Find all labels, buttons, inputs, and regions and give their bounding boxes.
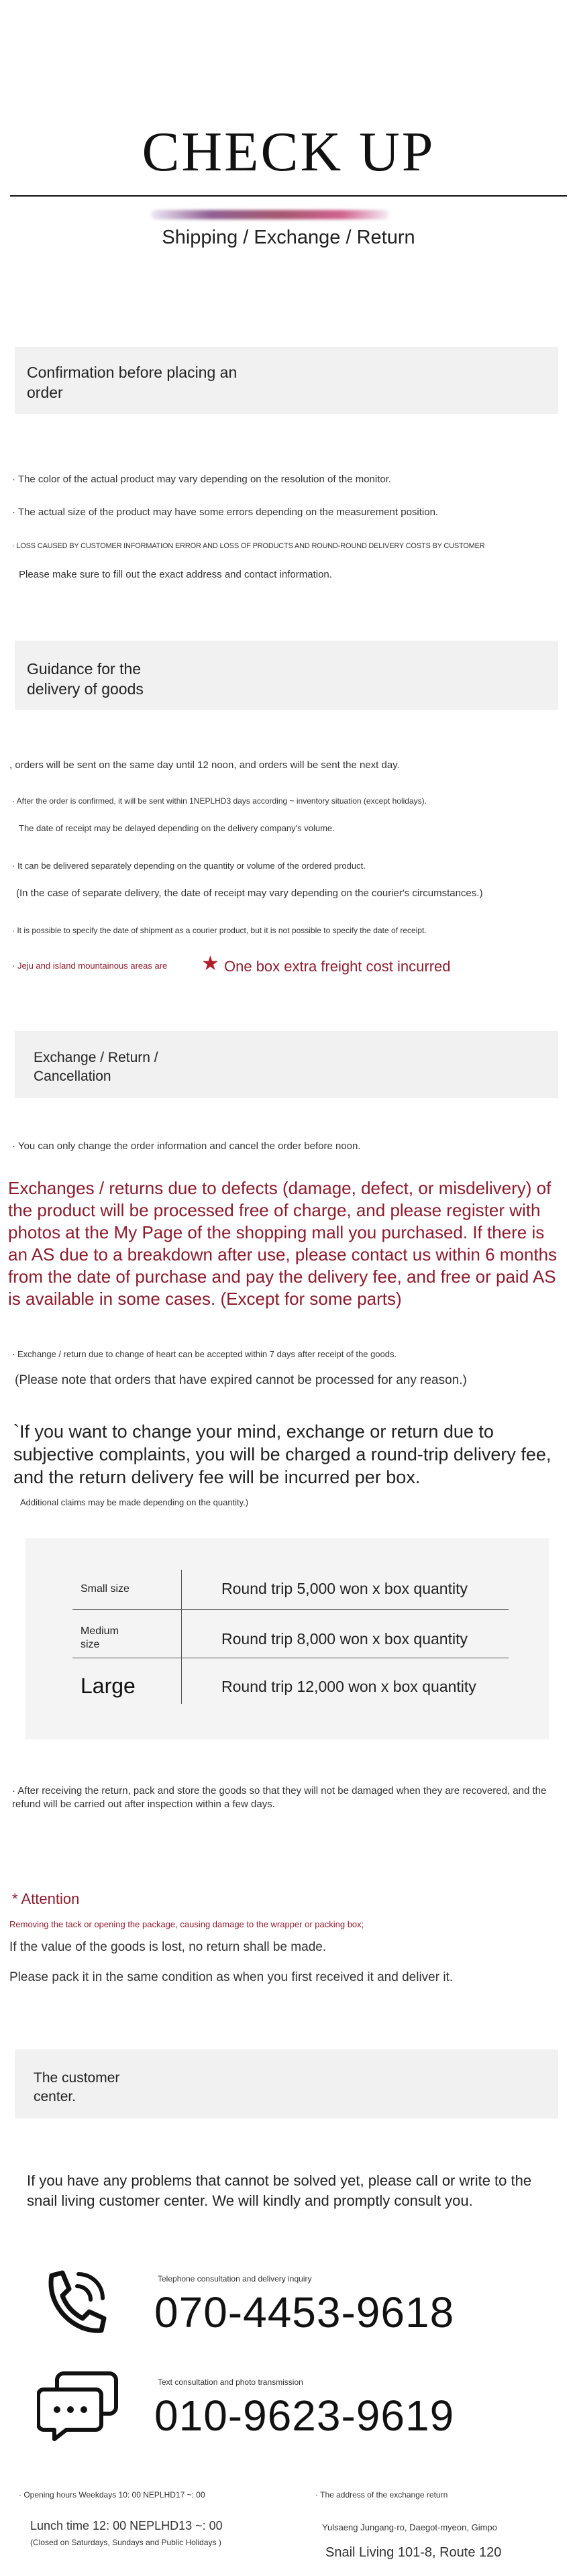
section-customer-center-label: The customer center. bbox=[34, 2070, 120, 2104]
address-line-2: Snail Living 101-8, Route 120 bbox=[325, 2545, 502, 2560]
delivery-item-2: · After the order is confirmed, it will be sent within 1NEPLHD3 days according ~ inventory situation (except holidays). bbox=[12, 796, 427, 806]
section-confirmation-label: Confirmation before placing an order bbox=[27, 364, 238, 401]
confirmation-item-1: · The color of the actual product may vary depending on the resolution of the monitor. bbox=[12, 474, 392, 485]
attention-item-2: If the value of the goods is lost, no return shall be made. bbox=[9, 1940, 327, 1954]
page-subtitle: Shipping / Exchange / Return bbox=[162, 227, 415, 248]
delivery-item-4: · It can be delivered separately depending on the quantity or volume of the ordered product. bbox=[12, 861, 366, 871]
delivery-item-1: , orders will be sent on the same day until 12 noon, and orders will be sent the next day. bbox=[9, 759, 400, 771]
exchange-item-1: · You can only change the order information and cancel the order before noon. bbox=[12, 1140, 361, 1152]
confirmation-item-4: Please make sure to fill out the exact address and contact information. bbox=[19, 569, 332, 580]
star-icon: ★ bbox=[201, 953, 219, 975]
exchange-change-mind-paragraph: `If you want to change your mind, exchange or return due to subjective complaints, you will be charged a round-trip delivery fee, and the return delivery fee will be incurred per box. bbox=[13, 1421, 552, 1487]
opening-hours: · Opening hours Weekdays 10: 00 NEPLHD17 ~: 00 bbox=[19, 2490, 205, 2500]
fee-size-large: Large bbox=[81, 1674, 136, 1698]
fee-value-small: Round trip 5,000 won x box quantity bbox=[221, 1580, 468, 1597]
confirmation-item-2: · The actual size of the product may have some errors depending on the measurement position. bbox=[12, 506, 439, 518]
delivery-extra-freight: One box extra freight cost incurred bbox=[224, 958, 451, 975]
section-delivery-label: Guidance for the delivery of goods bbox=[27, 660, 144, 698]
fee-value-large: Round trip 12,000 won x box quantity bbox=[221, 1678, 476, 1695]
title-divider bbox=[10, 195, 567, 197]
exchange-item-2: · Exchange / return due to change of heart can be accepted within 7 days after receipt of the goods. bbox=[12, 1349, 397, 1359]
exchange-item-4: Additional claims may be made depending on the quantity.) bbox=[20, 1497, 249, 1507]
delivery-item-5: (In the case of separate delivery, the date of receipt may vary depending on the courier's circumstances.) bbox=[16, 888, 483, 899]
address-line-1: Yulsaeng Jungang-ro, Daegot-myeon, Gimpo bbox=[322, 2522, 497, 2532]
fee-table-divider-1 bbox=[72, 1609, 509, 1610]
fee-size-small: Small size bbox=[81, 1583, 129, 1595]
fee-value-medium: Round trip 8,000 won x box quantity bbox=[221, 1630, 468, 1648]
text-consultation-caption: Text consultation and photo transmission bbox=[158, 2377, 303, 2387]
exchange-defect-paragraph: Exchanges / returns due to defects (damage, defect, or misdelivery) of the product will be processed free of charge, and please register with photos at the My Page of the shopping mall you purchased. If there is an AS due to a breakdown after use, please contact us within 6 months from the date of purchase and pay the delivery fee, and free or paid AS is available in some cases. (Except for some parts) bbox=[8, 1178, 558, 1309]
address-label: · The address of the exchange return bbox=[315, 2490, 448, 2500]
delivery-item-3: The date of receipt may be delayed depending on the delivery company's volume. bbox=[19, 823, 335, 833]
decorative-smudge bbox=[151, 210, 389, 219]
delivery-item-6: · It is possible to specify the date of shipment as a courier product, but it is not possible to specify the date of receipt. bbox=[12, 926, 427, 935]
customer-center-intro: If you have any problems that cannot be solved yet, please call or write to the snail living customer center. We will kindly and promptly consult you. bbox=[27, 2172, 532, 2209]
closed-days: (Closed on Saturdays, Sundays and Public Holidays ) bbox=[30, 2538, 221, 2547]
page-title: CHECK UP bbox=[142, 121, 435, 183]
lunch-time: Lunch time 12: 00 NEPLHD13 ~: 00 bbox=[30, 2519, 223, 2532]
attention-item-3: Please pack it in the same condition as when you first received it and deliver it. bbox=[9, 1970, 454, 1984]
text-phone-number[interactable]: 010-9623-9619 bbox=[154, 2392, 455, 2440]
section-exchange-label: Exchange / Return / Cancellation bbox=[34, 1050, 158, 1084]
phone-caption: Telephone consultation and delivery inquiry bbox=[158, 2274, 312, 2284]
after-return-note: · After receiving the return, pack and store the goods so that they will not be damaged when they are recovered, and the refund will be carried out after inspection within a few days. bbox=[12, 1785, 547, 1810]
delivery-item-7: · Jeju and island mountainous areas are bbox=[12, 961, 168, 971]
fee-size-medium: Medium size bbox=[81, 1625, 119, 1650]
phone-icon bbox=[37, 2266, 111, 2340]
fee-table-vertical-divider bbox=[181, 1570, 182, 1704]
exchange-item-3: (Please note that orders that have expired cannot be processed for any reason.) bbox=[15, 1373, 467, 1387]
phone-number[interactable]: 070-4453-9618 bbox=[154, 2288, 455, 2337]
attention-item-1: Removing the tack or opening the package, causing damage to the wrapper or packing box; bbox=[9, 1919, 364, 1929]
attention-heading: * Attention bbox=[12, 1890, 80, 1907]
chat-bubble-icon bbox=[37, 2368, 121, 2442]
confirmation-item-3: · LOSS CAUSED BY CUSTOMER INFORMATION ERROR AND LOSS OF PRODUCTS AND ROUND-ROUND DELIVERY COSTS BY CUSTOMER bbox=[12, 542, 485, 550]
